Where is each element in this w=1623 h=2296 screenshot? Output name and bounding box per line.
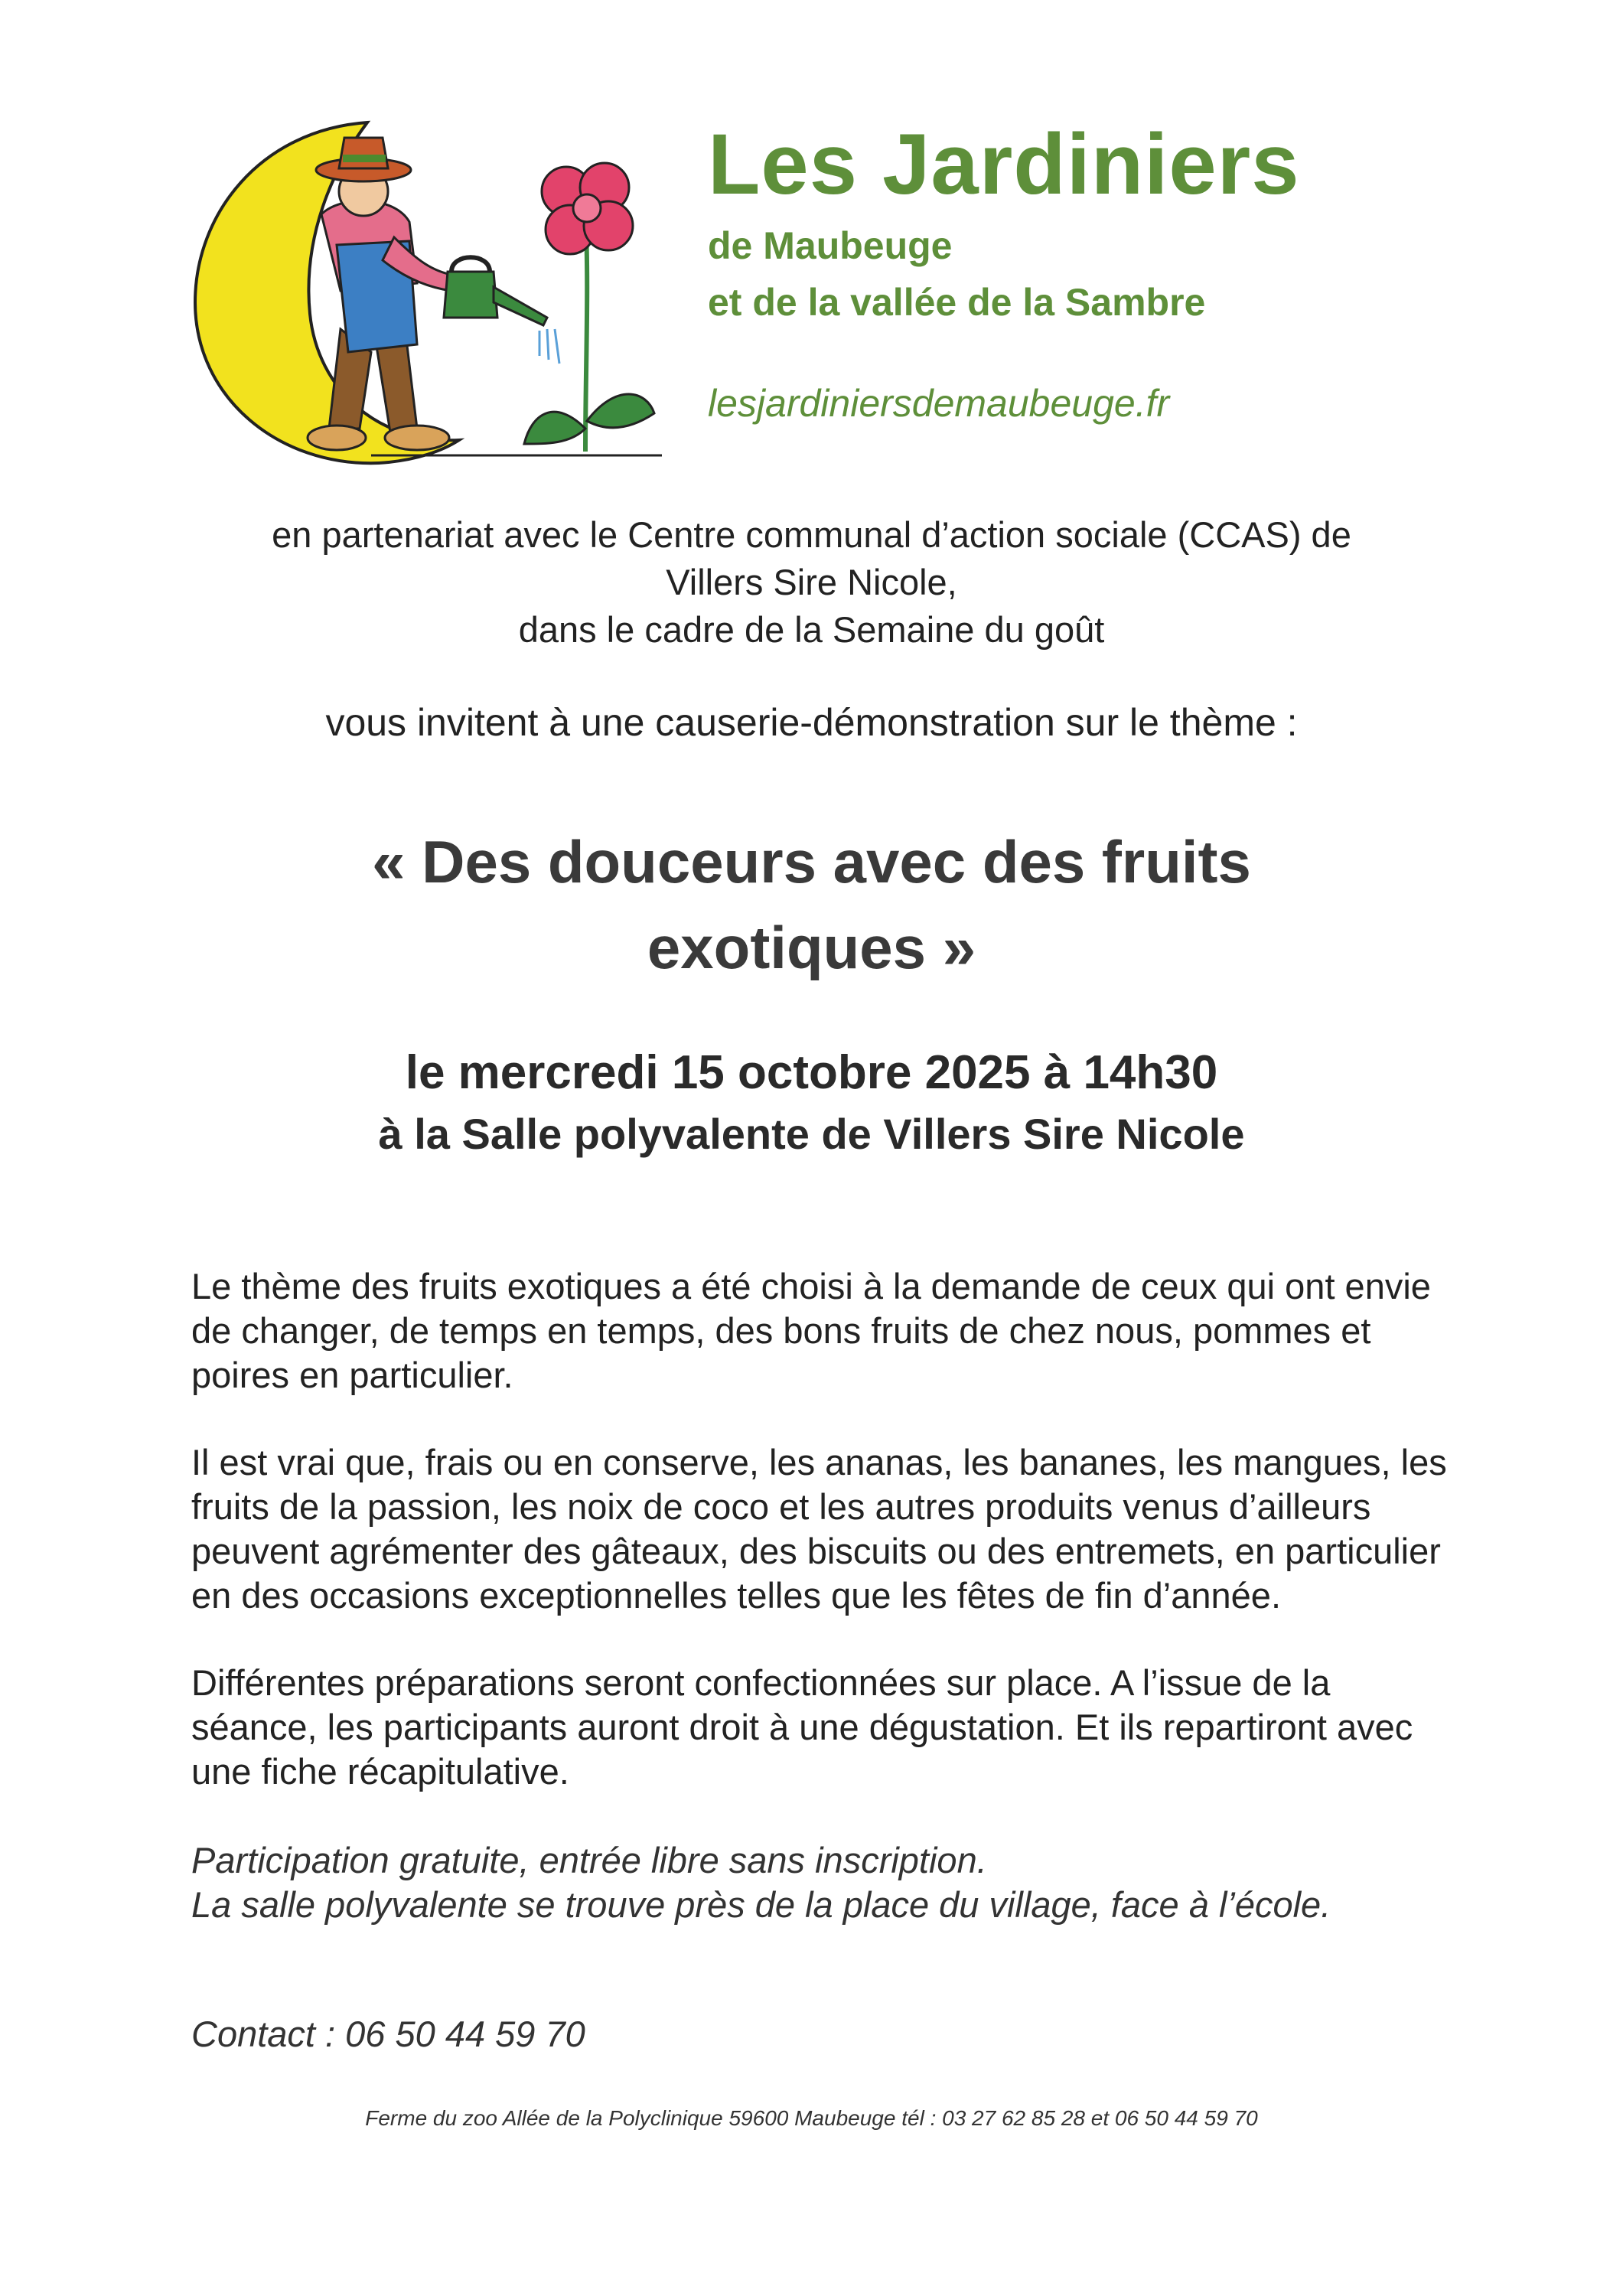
flower-icon <box>542 163 633 254</box>
paragraph <box>191 1264 1538 1397</box>
paragraph <box>191 1661 1538 1794</box>
event-date: le mercredi 15 octobre 2025 à 14h30 <box>405 1046 1218 1099</box>
paragraph-line: de changer, de temps en temps, des bons fruits de chez nous, pommes et <box>191 1310 1371 1351</box>
partnership-line: Villers Sire Nicole, <box>666 562 957 602</box>
description <box>191 1264 1538 1837</box>
paragraph-line: Il est vrai que, frais ou en conserve, les ananas, les bananes, les mangues, les <box>191 1442 1447 1482</box>
theme-title-line: « Des douceurs avec des fruits <box>372 828 1251 895</box>
org-title: Les Jardiniers <box>708 116 1300 212</box>
paragraph-line: Le thème des fruits exotiques a été choisi à la demande de ceux qui ont envie <box>191 1266 1431 1306</box>
paragraph-line: Différentes préparations seront confectionnées sur place. A l’issue de la <box>191 1662 1331 1703</box>
paragraph-line: peuvent agrémenter des gâteaux, des biscuits ou des entremets, en particulier <box>191 1531 1441 1571</box>
theme-title-line: exotiques » <box>647 914 976 981</box>
invite-text: vous invitent à une causerie-démonstration sur le thème : <box>325 701 1298 744</box>
partnership-block <box>0 511 1623 654</box>
paragraph-line: poires en particulier. <box>191 1355 513 1395</box>
paragraph-line: une fiche récapitulative. <box>191 1751 569 1792</box>
website-link[interactable]: lesjardiniersdemaubeuge.fr <box>708 382 1170 425</box>
paragraph-line: fruits de la passion, les noix de coco et les autres produits venus d’ailleurs <box>191 1486 1371 1527</box>
paragraph-line: en des occasions exceptionnelles telles que les fêtes de fin d’année. <box>191 1575 1281 1616</box>
footer-address: Ferme du zoo Allée de la Polyclinique 59600 Maubeuge tél : 03 27 62 85 28 et 06 50 44 59 70 <box>365 2106 1258 2130</box>
note-line: Participation gratuite, entrée libre sans inscription. <box>191 1840 987 1880</box>
org-subtitle-line1: de Maubeuge <box>708 224 953 267</box>
watering-can-icon <box>444 272 497 318</box>
event-details <box>0 1042 1623 1165</box>
paragraph-line: séance, les participants auront droit à une dégustation. Et ils repartiront avec <box>191 1707 1413 1747</box>
paragraph <box>191 1440 1538 1618</box>
org-subtitle-line2: et de la vallée de la Sambre <box>708 281 1206 324</box>
gardener-logo-icon <box>187 107 677 475</box>
partnership-line: dans le cadre de la Semaine du goût <box>518 609 1105 650</box>
contact-phone: Contact : 06 50 44 59 70 <box>191 2014 585 2054</box>
note-line: La salle polyvalente se trouve près de la place du village, face à l’école. <box>191 1884 1331 1925</box>
practical-note <box>191 1838 1331 1927</box>
theme-title <box>0 819 1623 990</box>
partnership-line: en partenariat avec le Centre communal d’action sociale (CCAS) de <box>272 514 1351 555</box>
event-place: à la Salle polyvalente de Villers Sire Nicole <box>378 1110 1245 1158</box>
